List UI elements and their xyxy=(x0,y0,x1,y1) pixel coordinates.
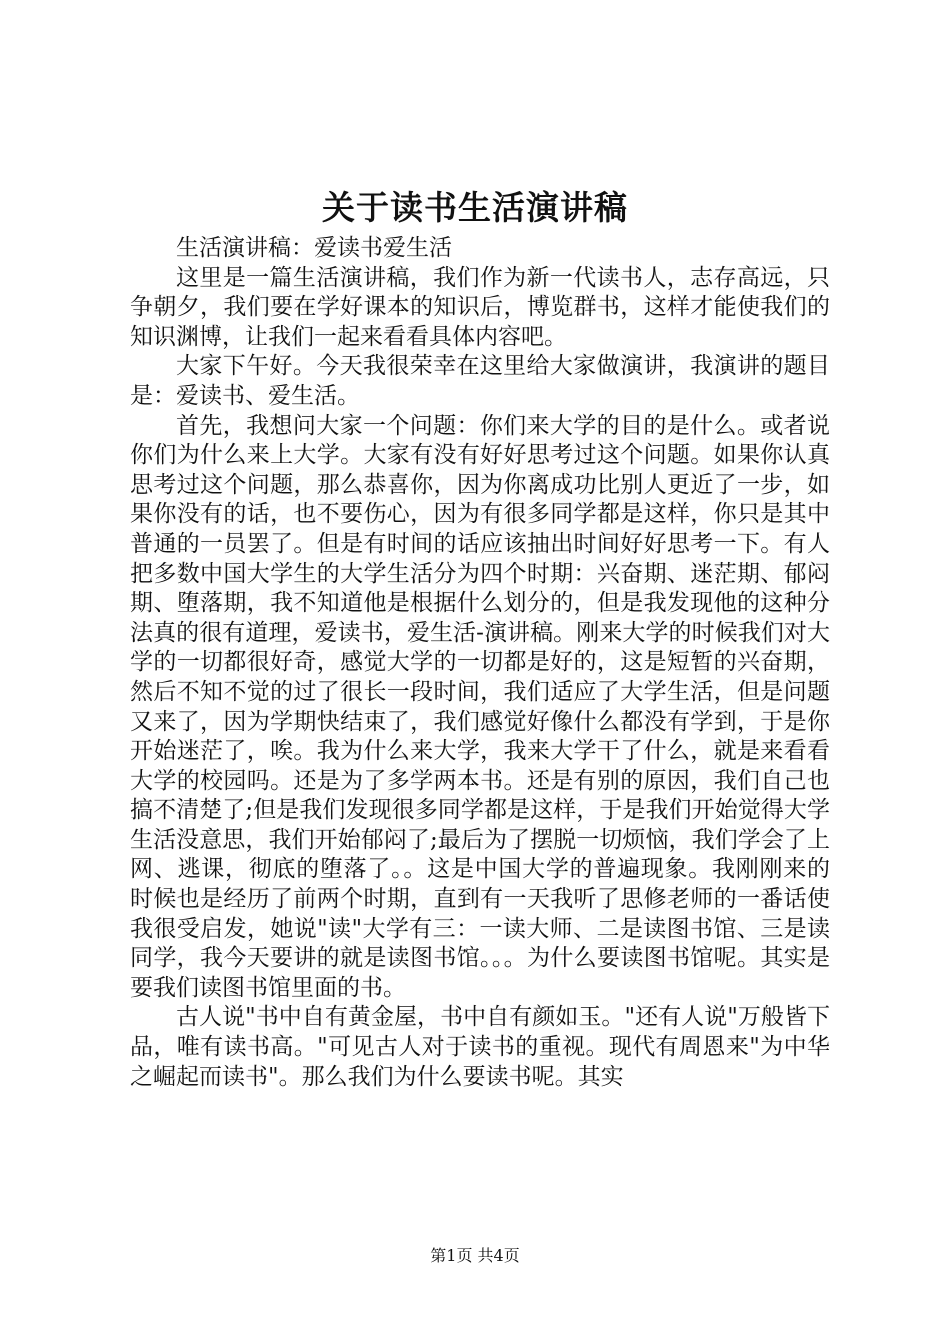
paragraph-subtitle: 生活演讲稿：爱读书爱生活 xyxy=(176,235,452,261)
paragraph: 这里是一篇生活演讲稿，我们作为新一代读书人，志存高远，只争朝夕，我们要在学好课本的知识后，博览群书，这样才能使我们的知识渊博，让我们一起来看看具体内容吧。 xyxy=(130,264,830,350)
document-body xyxy=(130,234,830,1092)
page-number-footer: 第1页 共4页 xyxy=(430,1246,520,1265)
document-title: 关于读书生活演讲稿 xyxy=(322,188,628,227)
paragraph: 大家下午好。今天我很荣幸在这里给大家做演讲，我演讲的题目是：爱读书、爱生活。 xyxy=(130,353,830,409)
paragraph: 首先，我想问大家一个问题：你们来大学的目的是什么。或者说你们为什么来上大学。大家有没有好好思考过这个问题。如果你认真思考过这个问题，那么恭喜你，因为你离成功比别人更近了一步，如果你没有的话，也不要伤心，因为有很多同学都是这样，你只是其中普通的一员罢了。但是有时间的话应该抽出时间好好思考一下。有人把多数中国大学生的大学生活分为四个时期：兴奋期、迷茫期、郁闷期、堕落期，我不知道他是根据什么划分的，但是我发现他的这种分法真的很有道理，爱读书，爱生活-演讲稿。刚来大学的时候我们对大学的一切都很好奇，感觉大学的一切都是好的，这是短暂的兴奋期，然后不知不觉的过了很长一段时间，我们适应了大学生活，但是问题又来了，因为学期快结束了，我们感觉好像什么都没有学到，于是你开始迷茫了，唉。我为什么来大学，我来大学干了什么，就是来看看大学的校园吗。还是为了多学两本书。还是有别的原因，我们自己也搞不清楚了;但是我们发现很多同学都是这样，于是我们开始觉得大学生活没意思，我们开始郁闷了;最后为了摆脱一切烦恼，我们学会了上网、逃课，彻底的堕落了。。这是中国大学的普遍现象。我刚刚来的时候也是经历了前两个时期，直到有一天我听了思修老师的一番话使我很受启发，她说"读"大学有三：一读大师、二是读图书馆、三是读同学，我今天要讲的就是读图书馆。。。为什么要读图书馆呢。其实是要我们读图书馆里面的书。 xyxy=(130,412,830,1001)
paragraph: 古人说"书中自有黄金屋，书中自有颜如玉。"还有人说"万般皆下品，唯有读书高。"可见古人对于读书的重视。现代有周恩来"为中华之崛起而读书"。那么我们为什么要读书呢。其实 xyxy=(130,1004,830,1090)
